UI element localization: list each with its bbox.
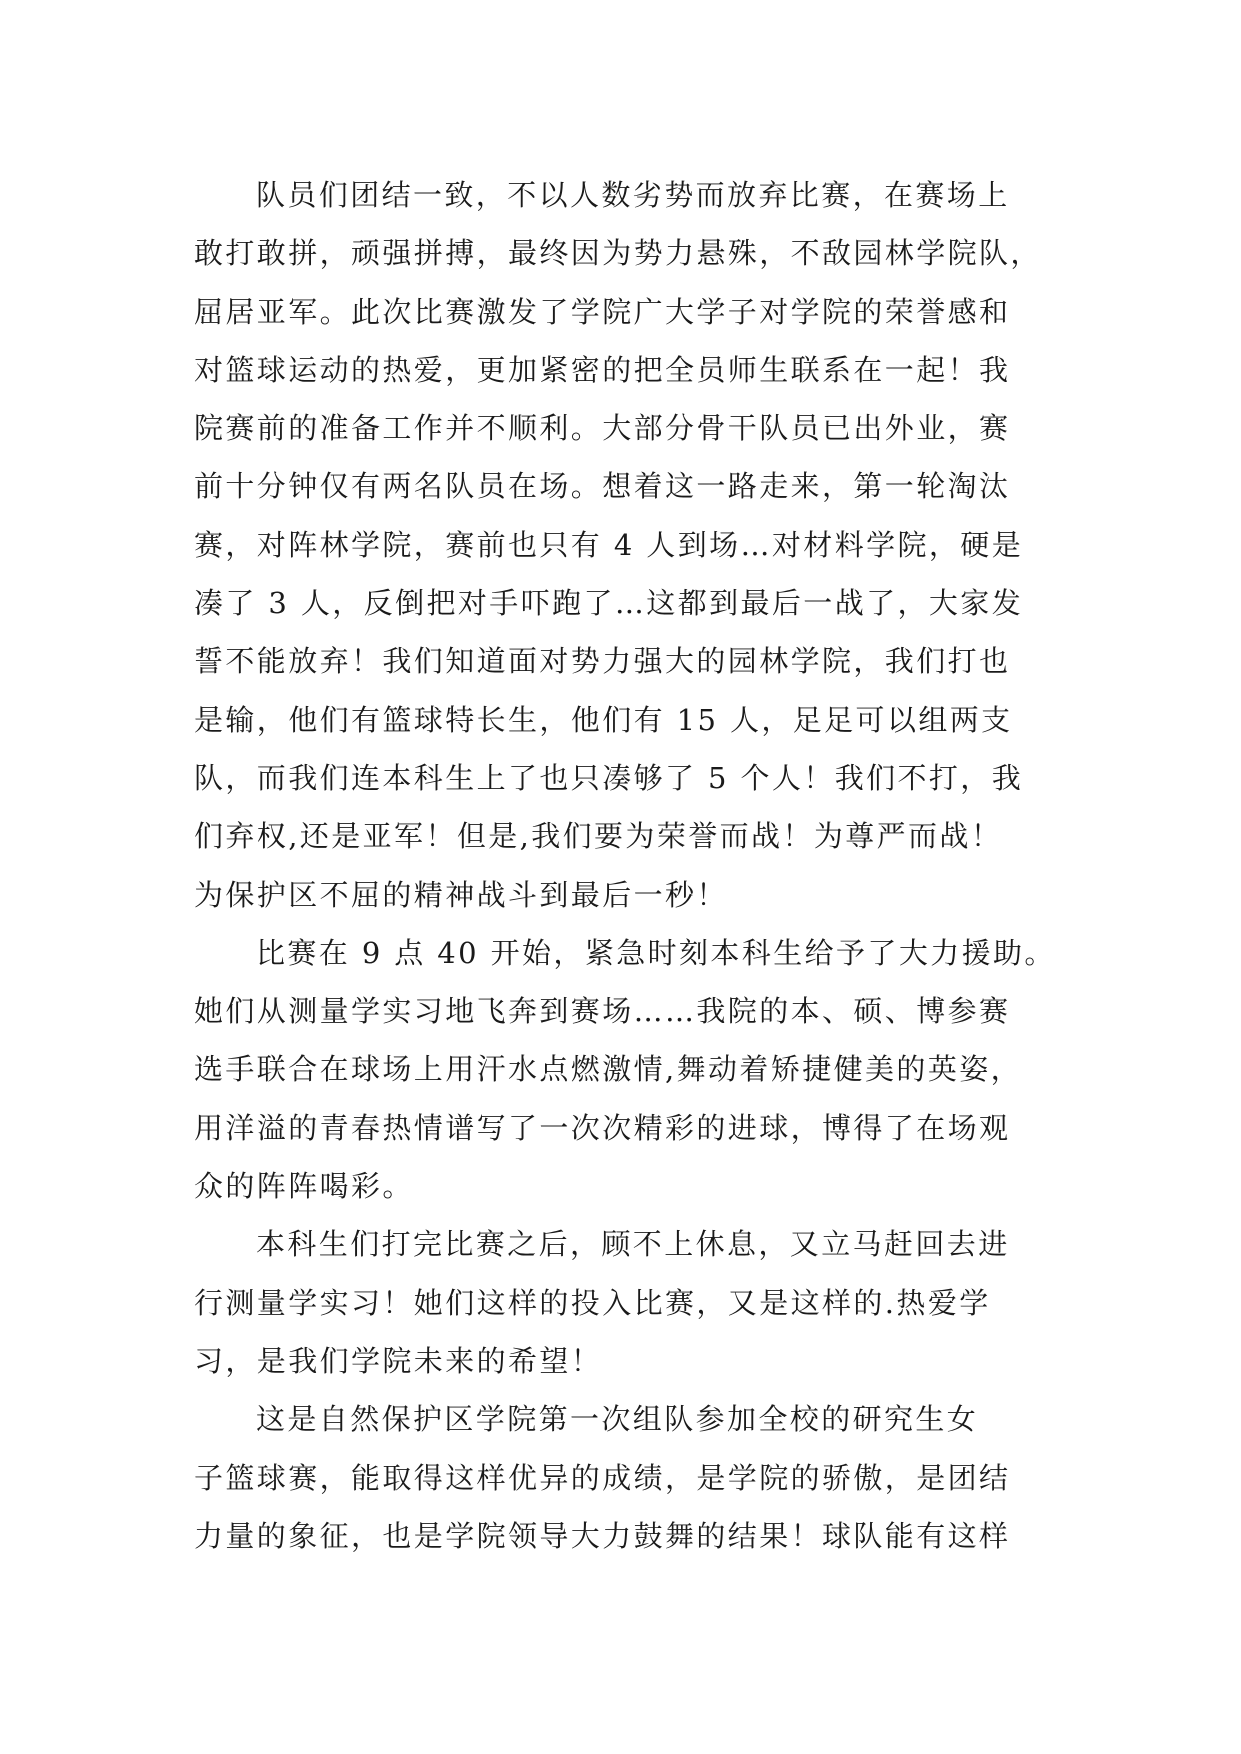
text-line: 是输，他们有篮球特长生，他们有 15 人，足足可以组两支 (194, 702, 1013, 737)
text-line: 她们从测量学实习地飞奔到赛场……我院的本、硕、博参赛 (194, 994, 1011, 1029)
text-line: 誓不能放弃！我们知道面对势力强大的园林学院，我们打也 (194, 644, 1011, 679)
text-line: 用洋溢的青春热情谱写了一次次精彩的进球，博得了在场观 (194, 1110, 1011, 1145)
text-line: 为保护区不屈的精神战斗到最后一秒！ (194, 877, 728, 912)
text-line: 选手联合在球场上用汗水点燃激情,舞动着矫捷健美的英姿， (194, 1052, 1023, 1087)
text-line: 赛，对阵林学院，赛前也只有 4 人到场…对材料学院，硬是 (194, 527, 1024, 562)
text-line: 屈居亚军。此次比赛激发了学院广大学子对学院的荣誉感和 (194, 294, 1011, 329)
text-line: 子篮球赛，能取得这样优异的成绩，是学院的骄傲，是团结 (194, 1460, 1011, 1495)
text-line: 比赛在 9 点 40 开始，紧急时刻本科生给予了大力援助。 (256, 935, 1056, 970)
text-line: 院赛前的准备工作并不顺利。大部分骨干队员已出外业，赛 (194, 411, 1011, 446)
text-line: 凑了 3 人，反倒把对手吓跑了…这都到最后一战了，大家发 (194, 586, 1024, 621)
text-line: 队，而我们连本科生上了也只凑够了 5 个人！我们不打，我 (194, 760, 1024, 795)
text-line: 前十分钟仅有两名队员在场。想着这一路走来，第一轮淘汰 (194, 469, 1011, 504)
text-line: 行测量学实习！她们这样的投入比赛，又是这样的.热爱学 (194, 1285, 991, 1320)
text-line: 对篮球运动的热爱，更加紧密的把全员师生联系在一起！我 (194, 352, 1011, 387)
text-line: 们弃权,还是亚军！但是,我们要为荣誉而战！为尊严而战！ (194, 819, 1003, 854)
text-line: 队员们团结一致，不以人数劣势而放弃比赛，在赛场上 (256, 178, 1010, 212)
text-line: 这是自然保护区学院第一次组队参加全校的研究生女 (256, 1402, 979, 1437)
text-line: 众的阵阵喝彩。 (194, 1169, 414, 1204)
text-line: 敢打敢拼，顽强拼搏，最终因为势力悬殊，不敌园林学院队， (194, 236, 1042, 271)
text-line: 习，是我们学院未来的希望！ (194, 1343, 603, 1378)
text-line: 本科生们打完比赛之后，顾不上休息，又立马赶回去进 (256, 1227, 1010, 1262)
text-line: 力量的象征，也是学院领导大力鼓舞的结果！球队能有这样 (194, 1518, 1011, 1553)
body-text (194, 166, 1054, 1565)
